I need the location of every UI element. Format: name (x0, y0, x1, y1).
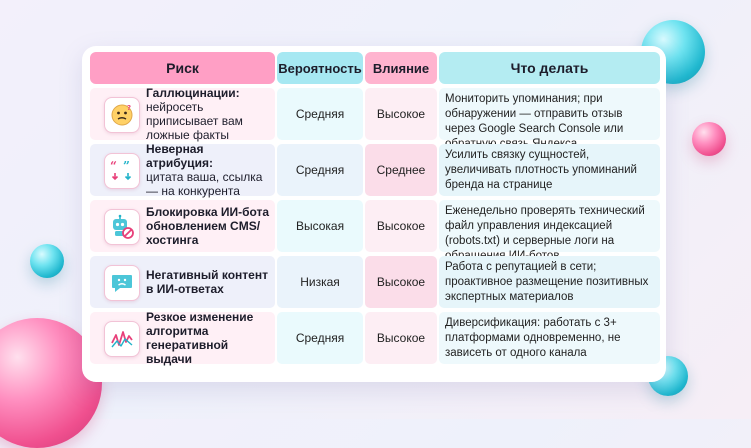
probability-cell: Средняя (277, 88, 363, 140)
risk-title: Галлюцинации: (146, 86, 240, 100)
decorative-pink-sphere-small (692, 122, 726, 156)
svg-text:?: ? (127, 104, 132, 112)
table-row (90, 88, 660, 140)
action-cell: Работа с репутацией в сети; проактивное размещение позитивных экспертных материалов (439, 256, 660, 308)
risk-title: Резкое изменение алгоритма генеративной выдачи (146, 310, 254, 366)
probability-cell: Средняя (277, 312, 363, 364)
table-row (90, 312, 660, 364)
header-action: Что делать (439, 52, 660, 84)
svg-text:”: ” (123, 159, 130, 173)
action-cell: Мониторить упоминания; при обнаружении — отправить отзыв через Google Search Console или (439, 88, 660, 140)
table-row (90, 256, 660, 308)
decorative-teal-sphere-left (30, 244, 64, 278)
risk-title: Негативный контент в ИИ-ответах (146, 268, 268, 296)
svg-text:“: “ (110, 159, 117, 173)
action-cell: Усилить связку сущностей, увеличивать плотность упоминаний бренда на странице (439, 144, 660, 196)
risk-table-card (82, 46, 666, 382)
table-row (90, 200, 660, 252)
probability-cell: Средняя (277, 144, 363, 196)
impact-cell: Высокое (365, 312, 437, 364)
header-risk: Риск (90, 52, 275, 84)
impact-cell: Высокое (365, 200, 437, 252)
risk-cell (90, 200, 275, 252)
table-row (90, 144, 660, 196)
sad-chat-icon (104, 265, 140, 301)
probability-cell: Высокая (277, 200, 363, 252)
risk-cell (90, 312, 275, 364)
probability-cell: Низкая (277, 256, 363, 308)
header-probability: Вероятность (277, 52, 363, 84)
risk-cell (90, 256, 275, 308)
quote-arrows-icon (104, 153, 140, 189)
risk-cell (90, 144, 275, 196)
blocked-robot-icon (104, 209, 140, 245)
risk-subtitle: нейросеть приписывает вам ложные факты (146, 100, 243, 142)
header-impact: Влияние (365, 52, 437, 84)
risk-title: Блокировка ИИ-бота обновлением CMS/хостинга (146, 205, 270, 247)
action-cell: Еженедельно проверять технический файл управления индексацией (robots.txt) и серверные логи на (439, 200, 660, 252)
risk-cell (90, 88, 275, 140)
impact-cell: Среднее (365, 144, 437, 196)
confused-face-icon (104, 97, 140, 133)
risk-subtitle: цитата ваша, ссылка — на конкурента (146, 170, 263, 198)
action-cell: Диверсификация: работать с 3+ платформами одновременно, не зависеть от одного канала (439, 312, 660, 364)
zigzag-chart-icon (104, 321, 140, 357)
impact-cell: Высокое (365, 88, 437, 140)
risk-title: Неверная атрибуция: (146, 142, 213, 170)
impact-cell: Высокое (365, 256, 437, 308)
